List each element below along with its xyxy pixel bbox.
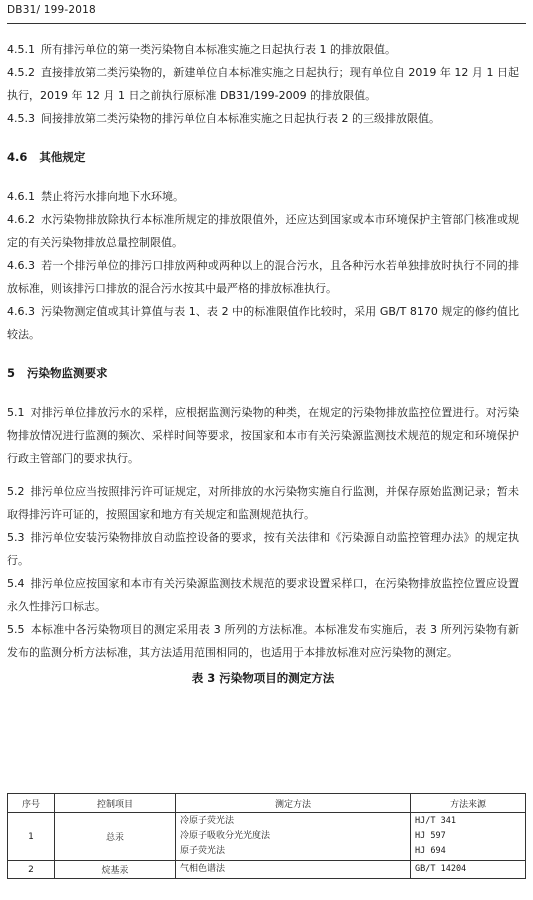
row-no: 2 — [8, 861, 55, 879]
clause-5-3 — [7, 526, 519, 572]
table-row — [8, 813, 526, 861]
table-3 — [7, 793, 526, 879]
document-body — [7, 38, 519, 696]
clause-number: 4.5.3 — [7, 112, 35, 125]
clause-text: 直接排放第二类污染物的，新建单位自本标准实施之日起执行；现有单位自 2019 年 12 月 1 日起执行，2019 年 12 月 1 日之前执行原标准 DB31/199-2009 的排放限值。 — [7, 66, 519, 102]
clause-number: 5.4 — [7, 577, 25, 590]
clause-4-6-2 — [7, 208, 519, 254]
document-code: DB31/ 199-2018 — [7, 4, 96, 16]
table-3-title: 表 3 污染物项目的测定方法 — [191, 671, 335, 685]
source-text: HJ 597 — [415, 831, 446, 841]
clause-4-6-3a — [7, 254, 519, 300]
clause-number: 5.2 — [7, 485, 25, 498]
clause-number: 5.1 — [7, 406, 25, 419]
clause-number: 4.5.2 — [7, 66, 35, 79]
row-item: 烷基汞 — [55, 861, 176, 879]
clause-4-6-1 — [7, 185, 519, 208]
section-title: 其他规定 — [39, 150, 86, 164]
clause-text: 若一个排污单位的排污口排放两种或两种以上的混合污水，且各种污水若单独排放时执行不同的排放标准，则该排污口排放的混合污水按其中最严格的排放标准执行。 — [7, 259, 519, 295]
source-text: GB/T 14204 — [415, 864, 467, 874]
clause-text: 污染物测定值或其计算值与表 1、表 2 中的标准限值作比较时，采用 GB/T 8170 规定的修约值比较法。 — [7, 305, 519, 341]
row-item: 总汞 — [55, 813, 176, 861]
clause-text: 所有排污单位的第一类污染物自本标准实施之日起执行表 1 的排放限值。 — [41, 43, 396, 56]
section-title: 污染物监测要求 — [27, 366, 108, 380]
row-sources — [411, 861, 526, 879]
clause-4-6-3b — [7, 300, 519, 346]
clause-number: 5.3 — [7, 531, 25, 544]
row-sources — [411, 813, 526, 861]
clause-number: 4.6.3 — [7, 259, 35, 272]
method-text: 冷原子荧光法 — [180, 816, 235, 826]
row-methods — [176, 813, 411, 861]
clause-text: 排污单位安装污染物排放自动监控设备的要求，按有关法律和《污染源自动监控管理办法》的规定执行。 — [7, 531, 519, 567]
clause-number: 4.5.1 — [7, 43, 35, 56]
clause-text: 禁止将污水排向地下水环境。 — [41, 190, 184, 203]
clause-4-5-2 — [7, 61, 519, 107]
source-text: HJ 694 — [415, 846, 446, 856]
clause-text: 间接排放第二类污染物的排污单位自本标准实施之日起执行表 2 的三级排放限值。 — [41, 112, 440, 125]
col-header-item: 控制项目 — [55, 794, 176, 813]
method-text: 原子荧光法 — [180, 846, 226, 856]
section-number: 5 — [7, 366, 16, 380]
row-methods — [176, 861, 411, 879]
col-header-method: 测定方法 — [176, 794, 411, 813]
col-header-source: 方法来源 — [411, 794, 526, 813]
clause-number: 4.6.2 — [7, 213, 35, 226]
clause-text: 排污单位应按国家和本市有关污染源监测技术规范的要求设置采样口，在污染物排放监控位置应设置永久性排污口标志。 — [7, 577, 519, 613]
clause-number: 4.6.1 — [7, 190, 35, 203]
source-text: HJ/T 341 — [415, 816, 456, 826]
table-header-row — [8, 794, 526, 813]
clause-number: 4.6.3 — [7, 305, 35, 318]
table-row — [8, 861, 526, 879]
col-header-no: 序号 — [8, 794, 55, 813]
clause-5-4 — [7, 572, 519, 618]
clause-text: 排污单位应当按照排污许可证规定，对所排放的水污染物实施自行监测，并保存原始监测记录；暂未取得排污许可证的，按照国家和地方有关规定和监测规范执行。 — [7, 485, 519, 521]
section-heading-4-6 — [7, 146, 519, 169]
clause-5-5 — [7, 618, 519, 664]
clause-text: 本标准中各污染物项目的测定采用表 3 所列的方法标准。本标准发布实施后，表 3 所列污染物有新发布的监测分析方法标准，其方法适用范围相同的，也适用于本排放标准对应污染物的测定。 — [7, 623, 519, 659]
section-number: 4.6 — [7, 150, 28, 164]
clause-text: 水污染物排放除执行本标准所规定的排放限值外，还应达到国家或本市环境保护主管部门核准或规定的有关污染物排放总量控制限值。 — [7, 213, 519, 249]
method-text: 气相色谱法 — [180, 864, 226, 874]
clause-4-5-3 — [7, 107, 519, 130]
clause-4-5-1 — [7, 38, 519, 61]
row-no: 1 — [8, 813, 55, 861]
header-rule — [7, 23, 526, 24]
clause-number: 5.5 — [7, 623, 25, 636]
clause-5-2 — [7, 480, 519, 526]
clause-5-1 — [7, 401, 519, 470]
clause-text: 对排污单位排放污水的采样，应根据监测污染物的种类，在规定的污染物排放监控位置进行。对污染物排放情况进行监测的频次、采样时间等要求，按国家和本市有关污染源监测技术规范的规定和环境保护行政主管部门的要求执行。 — [7, 406, 519, 465]
method-text: 冷原子吸收分光光度法 — [180, 831, 271, 841]
section-heading-5 — [7, 362, 519, 385]
